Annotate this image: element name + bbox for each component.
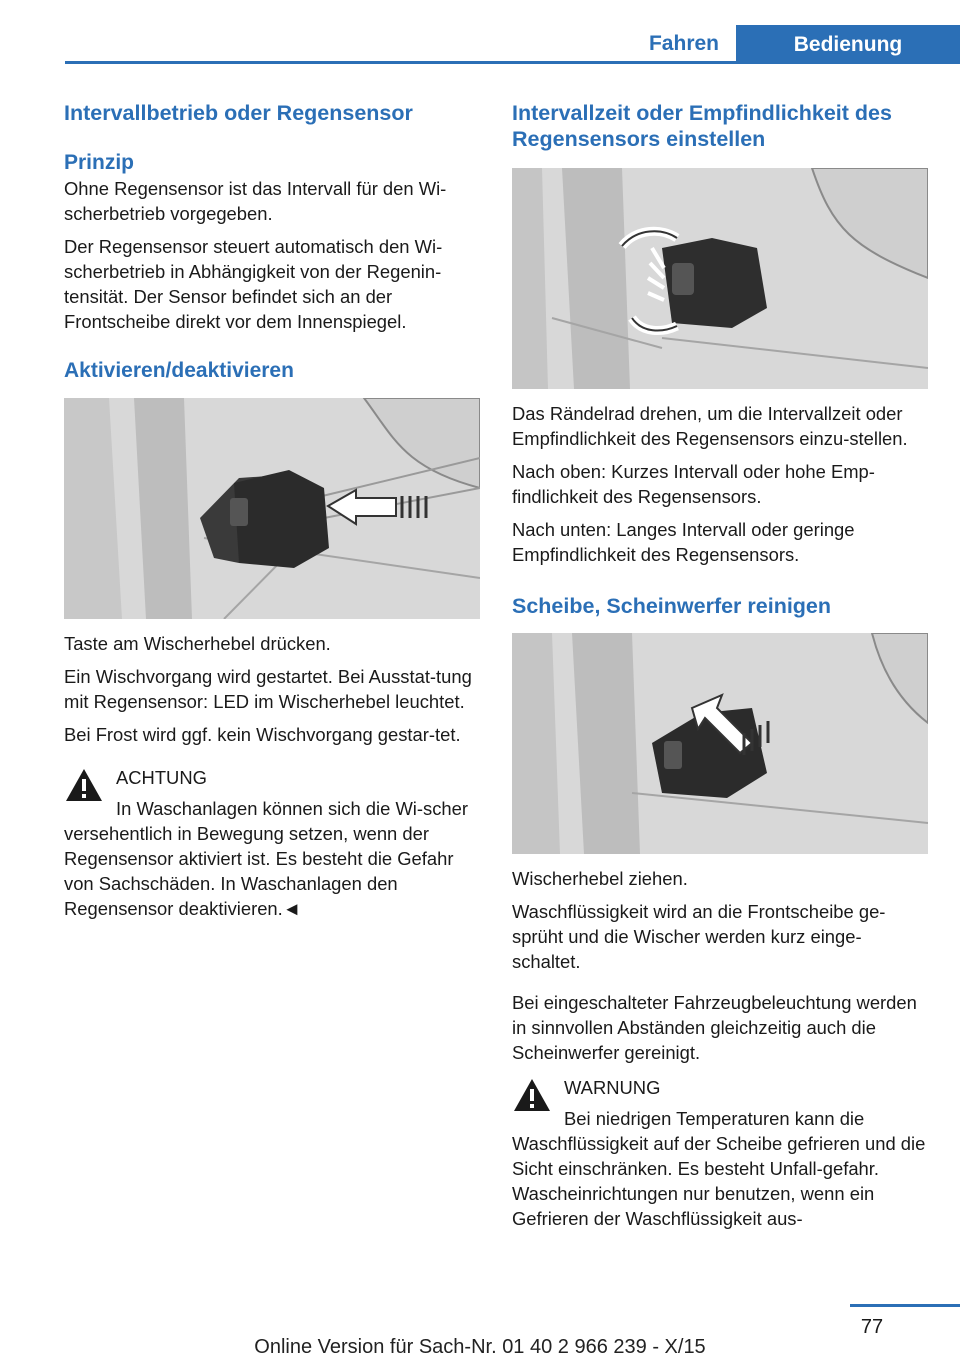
- text-intervall-1: Das Rändelrad drehen, um die Intervallzeit oder Empfindlichkeit des Regensensors einzu-stellen.: [512, 403, 908, 449]
- right-column: [512, 100, 930, 1231]
- text-scheibe-2: Waschflüssigkeit wird an die Frontscheibe ge-sprüht und die Wischer werden kurz einge-schaltet.: [512, 901, 886, 972]
- warning-text: In Waschanlagen können sich die Wi-scher versehentlich in Bewegung setzen, wenn der Regensensor aktiviert ist. Es besteht die Gefahr von Sachschäden. In Waschanlagen den Regensensor deaktivieren.◄: [64, 798, 468, 919]
- warning-warnung: [512, 1075, 930, 1231]
- heading-aktivieren: Aktivieren/deaktivieren: [64, 359, 294, 382]
- footer-online-version: Online Version für Sach-Nr. 01 40 2 966 239 - X/15: [254, 1336, 706, 1358]
- heading-scheibe-reinigen: Scheibe, Scheinwerfer reinigen: [512, 594, 832, 618]
- footer-rule: [850, 1304, 960, 1307]
- text-scheibe-3: Bei eingeschalteter Fahrzeugbeleuchtung werden in sinnvollen Abständen gleichzeitig auch die Scheinwerfer gereinigt.: [512, 992, 917, 1063]
- heading-prinzip: Prinzip: [64, 151, 135, 174]
- image-wiper-button: [64, 398, 480, 619]
- warning-title: ACHTUNG: [116, 767, 207, 788]
- text-aktiv-1: Taste am Wischerhebel drücken.: [64, 633, 331, 654]
- left-column: [64, 100, 482, 921]
- warning-text: Bei niedrigen Temperaturen kann die Waschflüssigkeit auf der Scheibe gefrieren und die Sicht einschränken. Es besteht Unfall-gefahr. Wascheinrichtungen nur benutzen, wenn ein Gefrieren der Waschflüssigkeit aus-: [512, 1108, 926, 1229]
- tab-bedienung[interactable]: Bedienung: [736, 25, 960, 64]
- text-aktiv-2: Ein Wischvorgang wird gestartet. Bei Ausstat-tung mit Regensensor: LED im Wischerhebel leuchtet.: [64, 666, 472, 712]
- warning-triangle-icon: [64, 767, 104, 803]
- heading-intervallzeit: Intervallzeit oder Empfindlichkeit des Regensensors einstellen: [512, 101, 892, 151]
- text-scheibe-1: Wischerhebel ziehen.: [512, 868, 688, 889]
- heading-intervallbetrieb: Intervallbetrieb oder Regensensor: [64, 101, 413, 125]
- warning-achtung: [64, 765, 482, 921]
- warning-triangle-icon: [512, 1077, 552, 1113]
- page-number: 77: [860, 1316, 884, 1338]
- text-intervall-3: Nach unten: Langes Intervall oder geringe Empfindlichkeit des Regensensors.: [512, 519, 855, 565]
- warning-title: WARNUNG: [564, 1077, 661, 1098]
- tab-fahren[interactable]: Fahren: [633, 27, 735, 61]
- text-prinzip-2: Der Regensensor steuert automatisch den Wi-scherbetrieb in Abhängigkeit von der Regenin-tensität. Der Sensor befindet sich an der Frontscheibe direkt vor dem Innenspiegel.: [64, 236, 443, 332]
- image-thumbwheel: [512, 168, 928, 389]
- image-wiper-pull: [512, 633, 928, 854]
- text-aktiv-3: Bei Frost wird ggf. kein Wischvorgang gestar-tet.: [64, 724, 461, 745]
- text-prinzip-1: Ohne Regensensor ist das Intervall für den Wi-scherbetrieb vorgegeben.: [64, 178, 447, 224]
- text-intervall-2: Nach oben: Kurzes Intervall oder hohe Emp-findlichkeit des Regensensors.: [512, 461, 875, 507]
